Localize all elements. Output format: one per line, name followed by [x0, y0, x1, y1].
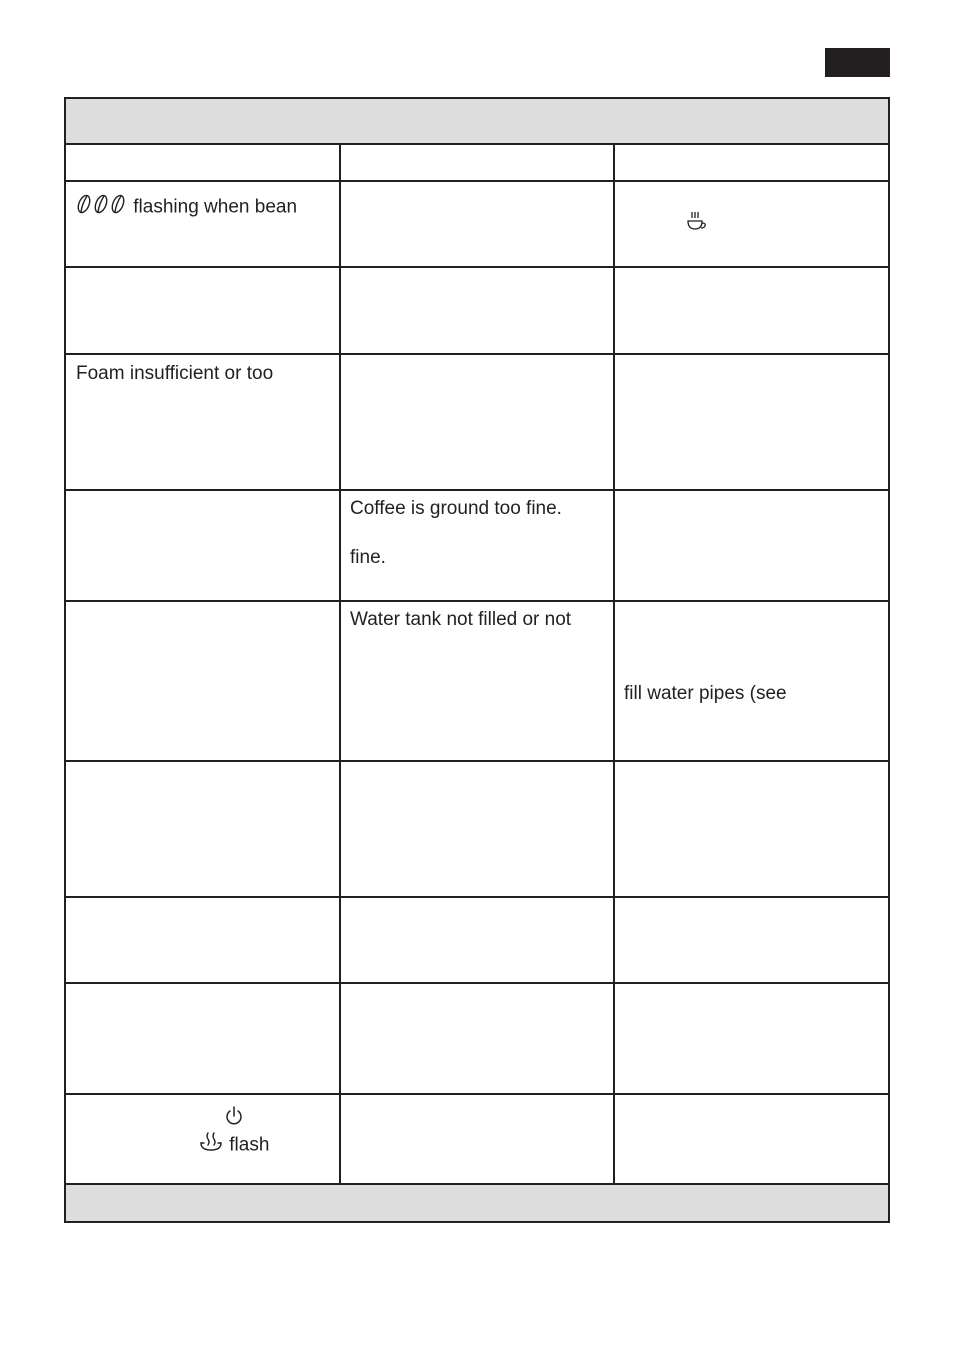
steam-cup-icon [686, 211, 706, 240]
row9-power-line [224, 1105, 244, 1134]
column-divider [613, 143, 615, 1185]
row4-cause-line2: fine. [350, 547, 386, 568]
power-icon [224, 1105, 244, 1134]
row9-problem-text: flash [229, 1134, 270, 1156]
row-divider [66, 600, 888, 602]
column-divider [339, 143, 341, 1185]
row1-remedy [686, 211, 706, 240]
row-divider [66, 266, 888, 268]
row-divider [66, 489, 888, 491]
row-divider [66, 982, 888, 984]
row5-cause: Water tank not filled or not [350, 609, 572, 630]
row-divider [66, 760, 888, 762]
row-divider [66, 896, 888, 898]
coffee-bean-icon [76, 193, 128, 222]
row5-remedy: fill water pipes (see [624, 683, 787, 704]
language-tab [825, 48, 890, 77]
table-title-band [66, 99, 888, 145]
table-footer-band [66, 1183, 888, 1221]
row1-problem [76, 193, 297, 222]
steam-icon [198, 1131, 224, 1160]
row4-cause-line1: Coffee is ground too fine. [350, 498, 562, 519]
row-divider [66, 1093, 888, 1095]
row3-problem: Foam insufficient or too [76, 363, 274, 384]
row9-problem [198, 1131, 269, 1160]
row1-problem-text: flashing when bean [133, 196, 298, 218]
row-divider [66, 353, 888, 355]
row-divider [66, 180, 888, 182]
troubleshooting-table [64, 97, 890, 1223]
